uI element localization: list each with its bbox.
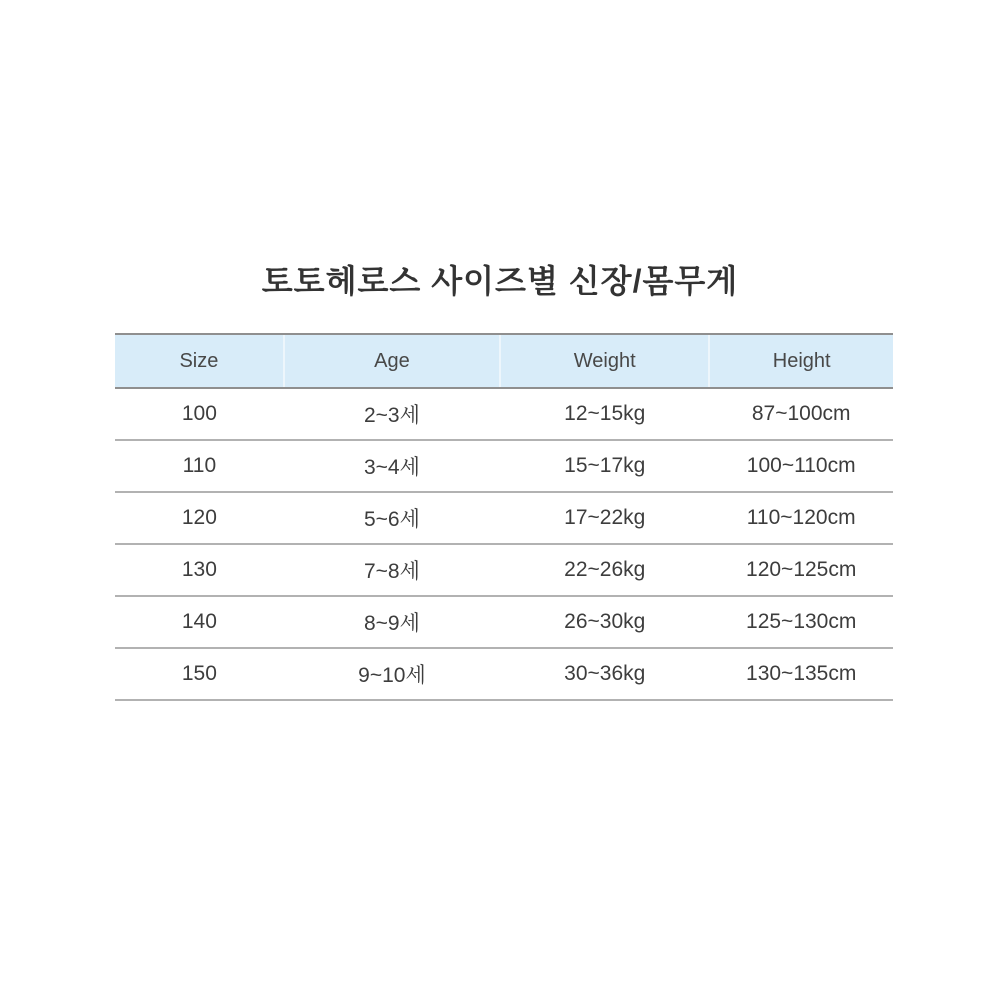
table-row [115, 648, 893, 700]
table-cell: 30~36kg [500, 648, 709, 700]
table-row [115, 388, 893, 440]
table-cell: 130 [115, 544, 284, 596]
table-row [115, 544, 893, 596]
table-cell: 9~10세 [284, 648, 500, 700]
table-row [115, 596, 893, 648]
table-body [115, 388, 893, 700]
table-cell: 17~22kg [500, 492, 709, 544]
table-cell: 22~26kg [500, 544, 709, 596]
table-cell: 125~130cm [709, 596, 893, 648]
table-cell: 150 [115, 648, 284, 700]
table-cell: 110~120cm [709, 492, 893, 544]
table-cell: 100 [115, 388, 284, 440]
table-cell: 140 [115, 596, 284, 648]
table-cell: 110 [115, 440, 284, 492]
table-row [115, 492, 893, 544]
table-cell: 120~125cm [709, 544, 893, 596]
table-cell: 7~8세 [284, 544, 500, 596]
size-chart-table [115, 333, 893, 701]
table-cell: 26~30kg [500, 596, 709, 648]
table-cell: 87~100cm [709, 388, 893, 440]
table-cell: 100~110cm [709, 440, 893, 492]
table-cell: 15~17kg [500, 440, 709, 492]
table-row [115, 440, 893, 492]
column-header-height: Height [709, 334, 893, 388]
table-cell: 3~4세 [284, 440, 500, 492]
page-title: 토토헤로스 사이즈별 신장/몸무게 [261, 263, 739, 299]
column-header-size: Size [115, 334, 284, 388]
table-cell: 12~15kg [500, 388, 709, 440]
table-cell: 120 [115, 492, 284, 544]
column-header-age: Age [284, 334, 500, 388]
table-cell: 8~9세 [284, 596, 500, 648]
table-cell: 5~6세 [284, 492, 500, 544]
column-header-weight: Weight [500, 334, 709, 388]
table-header-row [115, 334, 893, 388]
table-cell: 130~135cm [709, 648, 893, 700]
table-cell: 2~3세 [284, 388, 500, 440]
